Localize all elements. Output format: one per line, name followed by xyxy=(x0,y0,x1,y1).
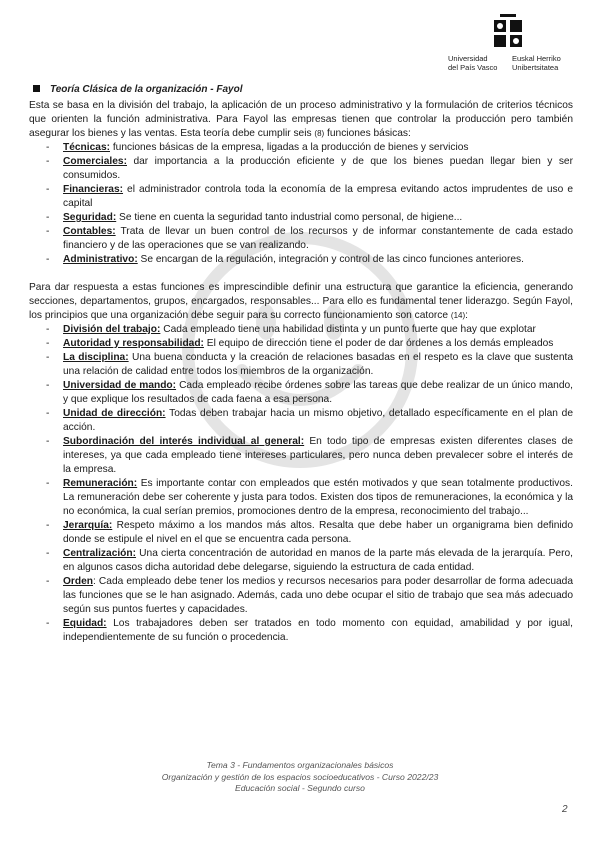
list-item-text: Cada empleado tiene una habilidad distinta y un punto fuerte que hay que explotar xyxy=(160,324,536,335)
list-item: - La disciplina: Una buena conducta y la creación de relaciones basadas en el respeto es la clave que sustenta una relación de calidad entre todos los miembros de la organización. xyxy=(46,352,573,377)
intro-paragraph: Esta se basa en la división del trabajo, la aplicación de un proceso administrativo y la formulación de criterios técnicos que orienten la función administrativa. Para Fayol las empresas tienen que controlar la producción pero también asegurar los bienes y las ventas. Esta teoría debe cumplir seis (8) funciones básicas: xyxy=(29,100,573,139)
list-item-text: En todo tipo de empresas existen diferentes clases de intereses, ya que cada empleado tiene intereses particulares, pero nunca deben prevalecer sobre el interés de la empresa. xyxy=(63,436,573,475)
list-item-text: : Cada empleado debe tener los medios y recursos necesarios para poder desarrollar de forma adecuada las funciones que se le han asignado. Además, cada uno debe ocupar el sitio de trabajo que sea más adecuado según sus puntos fuertes y capacidades. xyxy=(63,576,573,615)
list-item: - Jerarquía: Respeto máximo a los mandos más altos. Resalta que debe haber un organigrama bien definido donde se estipule el nivel en el que se encuentra cada persona. xyxy=(46,520,573,545)
list-item-term: Seguridad: xyxy=(63,212,117,223)
list-item: - Administrativo: Se encargan de la regulación, integración y control de las cinco funciones anteriores. xyxy=(46,254,524,265)
list-item-text: Respeto máximo a los mandos más altos. Resalta que debe haber un organigrama bien definido donde se estipule el nivel en el que se encuentra cada persona. xyxy=(63,520,573,545)
citation: (8) xyxy=(314,129,325,138)
square-bullet-icon xyxy=(33,85,40,92)
footer-degree: Educación social - Segundo curso xyxy=(235,783,365,793)
main-content xyxy=(29,99,573,645)
list-item: - Equidad: Los trabajadores deben ser tratados en todo momento con equidad, amabilidad y por igual, independientemente de su función o procedencia. xyxy=(46,618,573,643)
section-heading xyxy=(33,84,242,95)
list-item: - Autoridad y responsabilidad: El equipo de dirección tiene el poder de dar órdenes a los demás empleados xyxy=(46,338,554,349)
list-item-text: el administrador controla toda la economía de la empresa evitando actos imprudentes de uso e capital xyxy=(63,184,573,209)
page-footer xyxy=(0,760,600,795)
footer-course: Organización y gestión de los espacios socioeducativos - Curso 2022/23 xyxy=(161,771,439,782)
list-item-text: Es importante contar con empleados que estén motivados y que sean totalmente productivos. La remuneración debe ser coherente y justa para todos. Existen dos tipos de remuneraciones, la económica y la no económica, la cual serían premios, promociones dentro de la empresa, reconocimiento del trabajo... xyxy=(63,478,573,517)
list-item-text: Se tiene en cuenta la seguridad tanto industrial como personal, de higiene... xyxy=(116,212,463,223)
list-item-term: La disciplina: xyxy=(63,352,129,363)
list-item-text: Trata de llevar un buen control de los recursos y de informar constantemente de cada estado financiero y de las operaciones que se van realizando. xyxy=(63,226,573,251)
footer-topic: Tema 3 - Fundamentos organizacionales básicos xyxy=(206,760,394,770)
list-item-term: Orden xyxy=(63,576,94,587)
list-item: - Orden: Cada empleado debe tener los medios y recursos necesarios para poder desarrollar de forma adecuada las funciones que se le han asignado. Además, cada uno debe ocupar el sitio de trabajo que sea más adecuado según sus puntos fuertes y capacidades. xyxy=(46,576,573,615)
list-item-text: Se encargan de la regulación, integración y control de las cinco funciones anteriores. xyxy=(137,254,524,265)
list-item-term: Contables: xyxy=(63,226,116,237)
list-item-term: Técnicas: xyxy=(63,142,110,153)
principles-paragraph: Para dar respuesta a estas funciones es imprescindible definir una estructura que garantice la eficiencia, generando secciones, departamentos, grupos, encargados, responsables... Para ello es fundamental tener liderazgo. Según Fayol, los principios que una organización debe seguir para su correcto funcionamiento son catorce (14): xyxy=(29,282,573,321)
list-item: - Seguridad: Se tiene en cuenta la seguridad tanto industrial como personal, de higiene... xyxy=(46,212,463,223)
list-item-text: Todas deben trabajar hacia un mismo objetivo, detallado específicamente en el plan de acción. xyxy=(63,408,573,433)
list-item-term: Subordinación del interés individual al general: xyxy=(63,436,305,447)
list-item-term: Financieras: xyxy=(63,184,124,195)
list-item-text: Una cierta concentración de autoridad en manos de la parte más elevada de la jerarquía. Pero, en algunos casos dicha autoridad debe delegarse, siguiendo la estructura de cada entidad. xyxy=(63,548,573,573)
list-item: - Remuneración: Es importante contar con empleados que estén motivados y que sean totalmente productivos. La remuneración debe ser coherente y justa para todos. Existen dos tipos de remuneraciones, la económica y la no económica, la cual serían premios, promociones dentro de la empresa, reconocimiento del trabajo... xyxy=(46,478,573,517)
list-item-term: Remuneración: xyxy=(63,478,138,489)
list-item: - Unidad de dirección: Todas deben trabajar hacia un mismo objetivo, detallado específicamente en el plan de acción. xyxy=(46,408,573,433)
page-number: 2 xyxy=(562,804,568,815)
list-item-term: Autoridad y responsabilidad: xyxy=(63,338,204,349)
list-item-text: El equipo de dirección tiene el poder de dar órdenes a los demás empleados xyxy=(203,338,554,349)
list-item: - División del trabajo: Cada empleado tiene una habilidad distinta y un punto fuerte que hay que explotar xyxy=(46,324,536,335)
list-item-term: Jerarquía: xyxy=(63,520,113,531)
functions-list xyxy=(29,141,573,267)
list-item: - Comerciales: dar importancia a la producción eficiente y de que los bienes puedan llegar bien y ser consumidos. xyxy=(46,156,573,181)
list-item-term: Universidad de mando: xyxy=(63,380,177,391)
list-item: - Universidad de mando: Cada empleado recibe órdenes sobre las tareas que debe realizar de un único mando, y que explique los resultados de cada faena a esa persona. xyxy=(46,380,573,405)
list-item: - Contables: Trata de llevar un buen control de los recursos y de informar constantemente de cada estado financiero y de las operaciones que se van realizando. xyxy=(46,226,573,251)
principles-list xyxy=(29,323,573,645)
citation: (14) xyxy=(450,311,466,320)
list-item: - Centralización: Una cierta concentración de autoridad en manos de la parte más elevada de la jerarquía. Pero, en algunos casos dicha autoridad debe delegarse, siguiendo la estructura de cada entidad. xyxy=(46,548,573,573)
list-item-term: Equidad: xyxy=(63,618,107,629)
section-heading-text: Teoría Clásica de la organización - Fayol xyxy=(50,84,243,95)
list-item: - Técnicas: funciones básicas de la empresa, ligadas a la producción de bienes y servicios xyxy=(46,142,469,153)
list-item-term: Administrativo: xyxy=(63,254,138,265)
list-item: - Financieras: el administrador controla toda la economía de la empresa evitando actos imprudentes de uso e capital xyxy=(46,184,573,209)
logo-text-basque: Euskal Herriko Unibertsitatea xyxy=(512,54,561,72)
logo-text-spanish: Universidad del País Vasco xyxy=(448,54,498,72)
list-item-term: División del trabajo: xyxy=(63,324,161,335)
list-item-term: Comerciales: xyxy=(63,156,127,167)
list-item-text: dar importancia a la producción eficiente y de que los bienes puedan llegar bien y ser consumidos. xyxy=(63,156,573,181)
list-item-text: Una buena conducta y la creación de relaciones basadas en el respeto es la clave que sustenta una relación de calidad entre todos los miembros de la organización. xyxy=(63,352,573,377)
list-item-text: Los trabajadores deben ser tratados en todo momento con equidad, amabilidad y por igual, independientemente de su función o procedencia. xyxy=(63,618,573,643)
university-logo xyxy=(448,14,564,78)
list-item-term: Centralización: xyxy=(63,548,137,559)
list-item-text: funciones básicas de la empresa, ligadas a la producción de bienes y servicios xyxy=(110,142,469,153)
list-item-term: Unidad de dirección: xyxy=(63,408,166,419)
upv-ehu-logo-icon xyxy=(488,14,528,50)
list-item: - Subordinación del interés individual al general: En todo tipo de empresas existen diferentes clases de intereses, ya que cada empleado tiene intereses particulares, pero nunca deben prevalecer sobre el interés de la empresa. xyxy=(46,436,573,475)
list-item-text: Cada empleado recibe órdenes sobre las tareas que debe realizar de un único mando, y que explique los resultados de cada faena a esa persona. xyxy=(63,380,573,405)
